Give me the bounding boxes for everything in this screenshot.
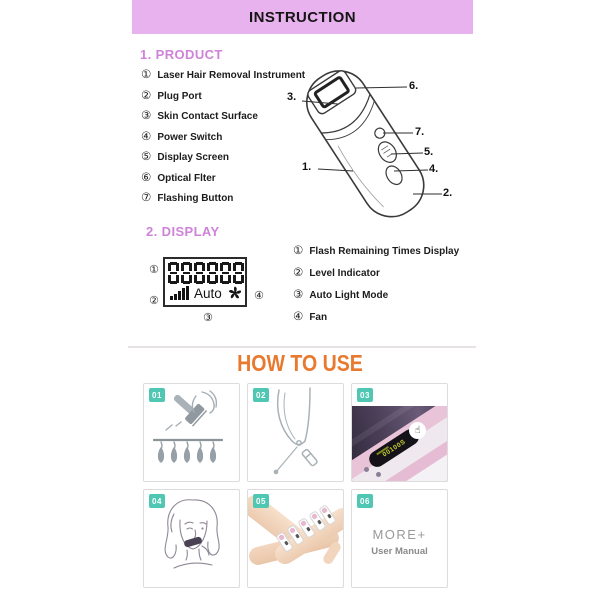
panel-number-badge: 05 bbox=[253, 494, 269, 508]
item-label: Laser Hair Removal Instrument bbox=[157, 70, 306, 82]
user-manual-label: User Manual bbox=[371, 546, 428, 557]
device-dot bbox=[364, 467, 369, 472]
panel-number-badge: 03 bbox=[357, 388, 373, 402]
more-label: MORE+ bbox=[372, 527, 427, 542]
panel-number-badge: 02 bbox=[253, 388, 269, 402]
device-screen-readout: 00100S bbox=[366, 426, 422, 470]
page-title: INSTRUCTION bbox=[249, 8, 356, 26]
howto-panel-01 bbox=[143, 383, 240, 482]
callout-label: 3. bbox=[287, 91, 297, 103]
instruction-banner bbox=[132, 0, 473, 34]
panel-number-badge: 01 bbox=[149, 388, 165, 402]
callout-label: 1. bbox=[302, 161, 312, 173]
how-to-use-title: HOW TO USE bbox=[237, 350, 363, 376]
lcd-digits bbox=[168, 262, 244, 284]
item-label: Flash Remaining Times Display bbox=[309, 246, 460, 258]
item-label: Fan bbox=[309, 312, 328, 324]
list-item bbox=[293, 246, 459, 258]
callout-label: 2. bbox=[443, 187, 453, 199]
howto-grid bbox=[143, 383, 448, 588]
level-indicator-bars bbox=[170, 286, 189, 300]
fan-icon bbox=[227, 285, 243, 301]
item-label: Auto Light Mode bbox=[309, 290, 389, 302]
product-figure bbox=[280, 60, 480, 230]
circled-number: ① bbox=[293, 245, 304, 257]
section-divider bbox=[128, 346, 476, 348]
circled-number: ④ bbox=[141, 130, 152, 143]
item-label: Plug Port bbox=[157, 90, 202, 102]
circled-number: ② bbox=[141, 89, 152, 102]
product-section-heading: 1. PRODUCT bbox=[140, 47, 223, 62]
howto-panel-03 bbox=[351, 383, 448, 482]
item-label: Flashing Button bbox=[157, 193, 234, 205]
howto-panel-02 bbox=[247, 383, 344, 482]
device-dot bbox=[376, 472, 381, 477]
list-item bbox=[293, 290, 459, 302]
circled-number: ③ bbox=[141, 110, 152, 122]
callout-label: 4. bbox=[429, 163, 439, 175]
tap-hand-icon: ☝ bbox=[414, 425, 421, 436]
display-section-heading: 2. DISPLAY bbox=[146, 224, 220, 239]
lcd-callout: ② bbox=[149, 295, 159, 307]
circled-number: ③ bbox=[293, 289, 304, 301]
circled-number: ⑦ bbox=[141, 192, 152, 204]
callout-label: 6. bbox=[409, 80, 419, 92]
display-feature-list bbox=[293, 246, 459, 324]
lcd-callout: ③ bbox=[203, 312, 213, 324]
panel-number-badge: 04 bbox=[149, 494, 165, 508]
item-label: Optical Flter bbox=[157, 172, 216, 184]
lcd-screen bbox=[163, 257, 247, 307]
list-item bbox=[293, 268, 459, 280]
lcd-callout: ④ bbox=[254, 290, 264, 302]
list-item bbox=[293, 312, 459, 324]
circled-number: ⑤ bbox=[141, 151, 152, 163]
howto-panel-05 bbox=[247, 489, 344, 588]
tap-target-circle bbox=[409, 422, 426, 439]
lcd-callout: ① bbox=[149, 264, 159, 276]
lcd-auto-label: Auto bbox=[194, 286, 222, 301]
item-label: Skin Contact Surface bbox=[157, 111, 258, 123]
howto-panel-04 bbox=[143, 489, 240, 588]
callout-label: 7. bbox=[415, 126, 425, 138]
howto-panel-06 bbox=[351, 489, 448, 588]
panel-number-badge: 06 bbox=[357, 494, 373, 508]
circled-number: ④ bbox=[293, 311, 304, 323]
callout-label: 5. bbox=[424, 146, 434, 158]
circled-number: ⑥ bbox=[141, 171, 152, 184]
circled-number: ② bbox=[293, 267, 304, 279]
item-label: Level Indicator bbox=[309, 268, 380, 280]
press-button-photo bbox=[352, 406, 447, 481]
item-label: Power Switch bbox=[157, 131, 223, 143]
circled-number: ① bbox=[141, 69, 152, 81]
item-label: Display Screen bbox=[157, 152, 230, 164]
